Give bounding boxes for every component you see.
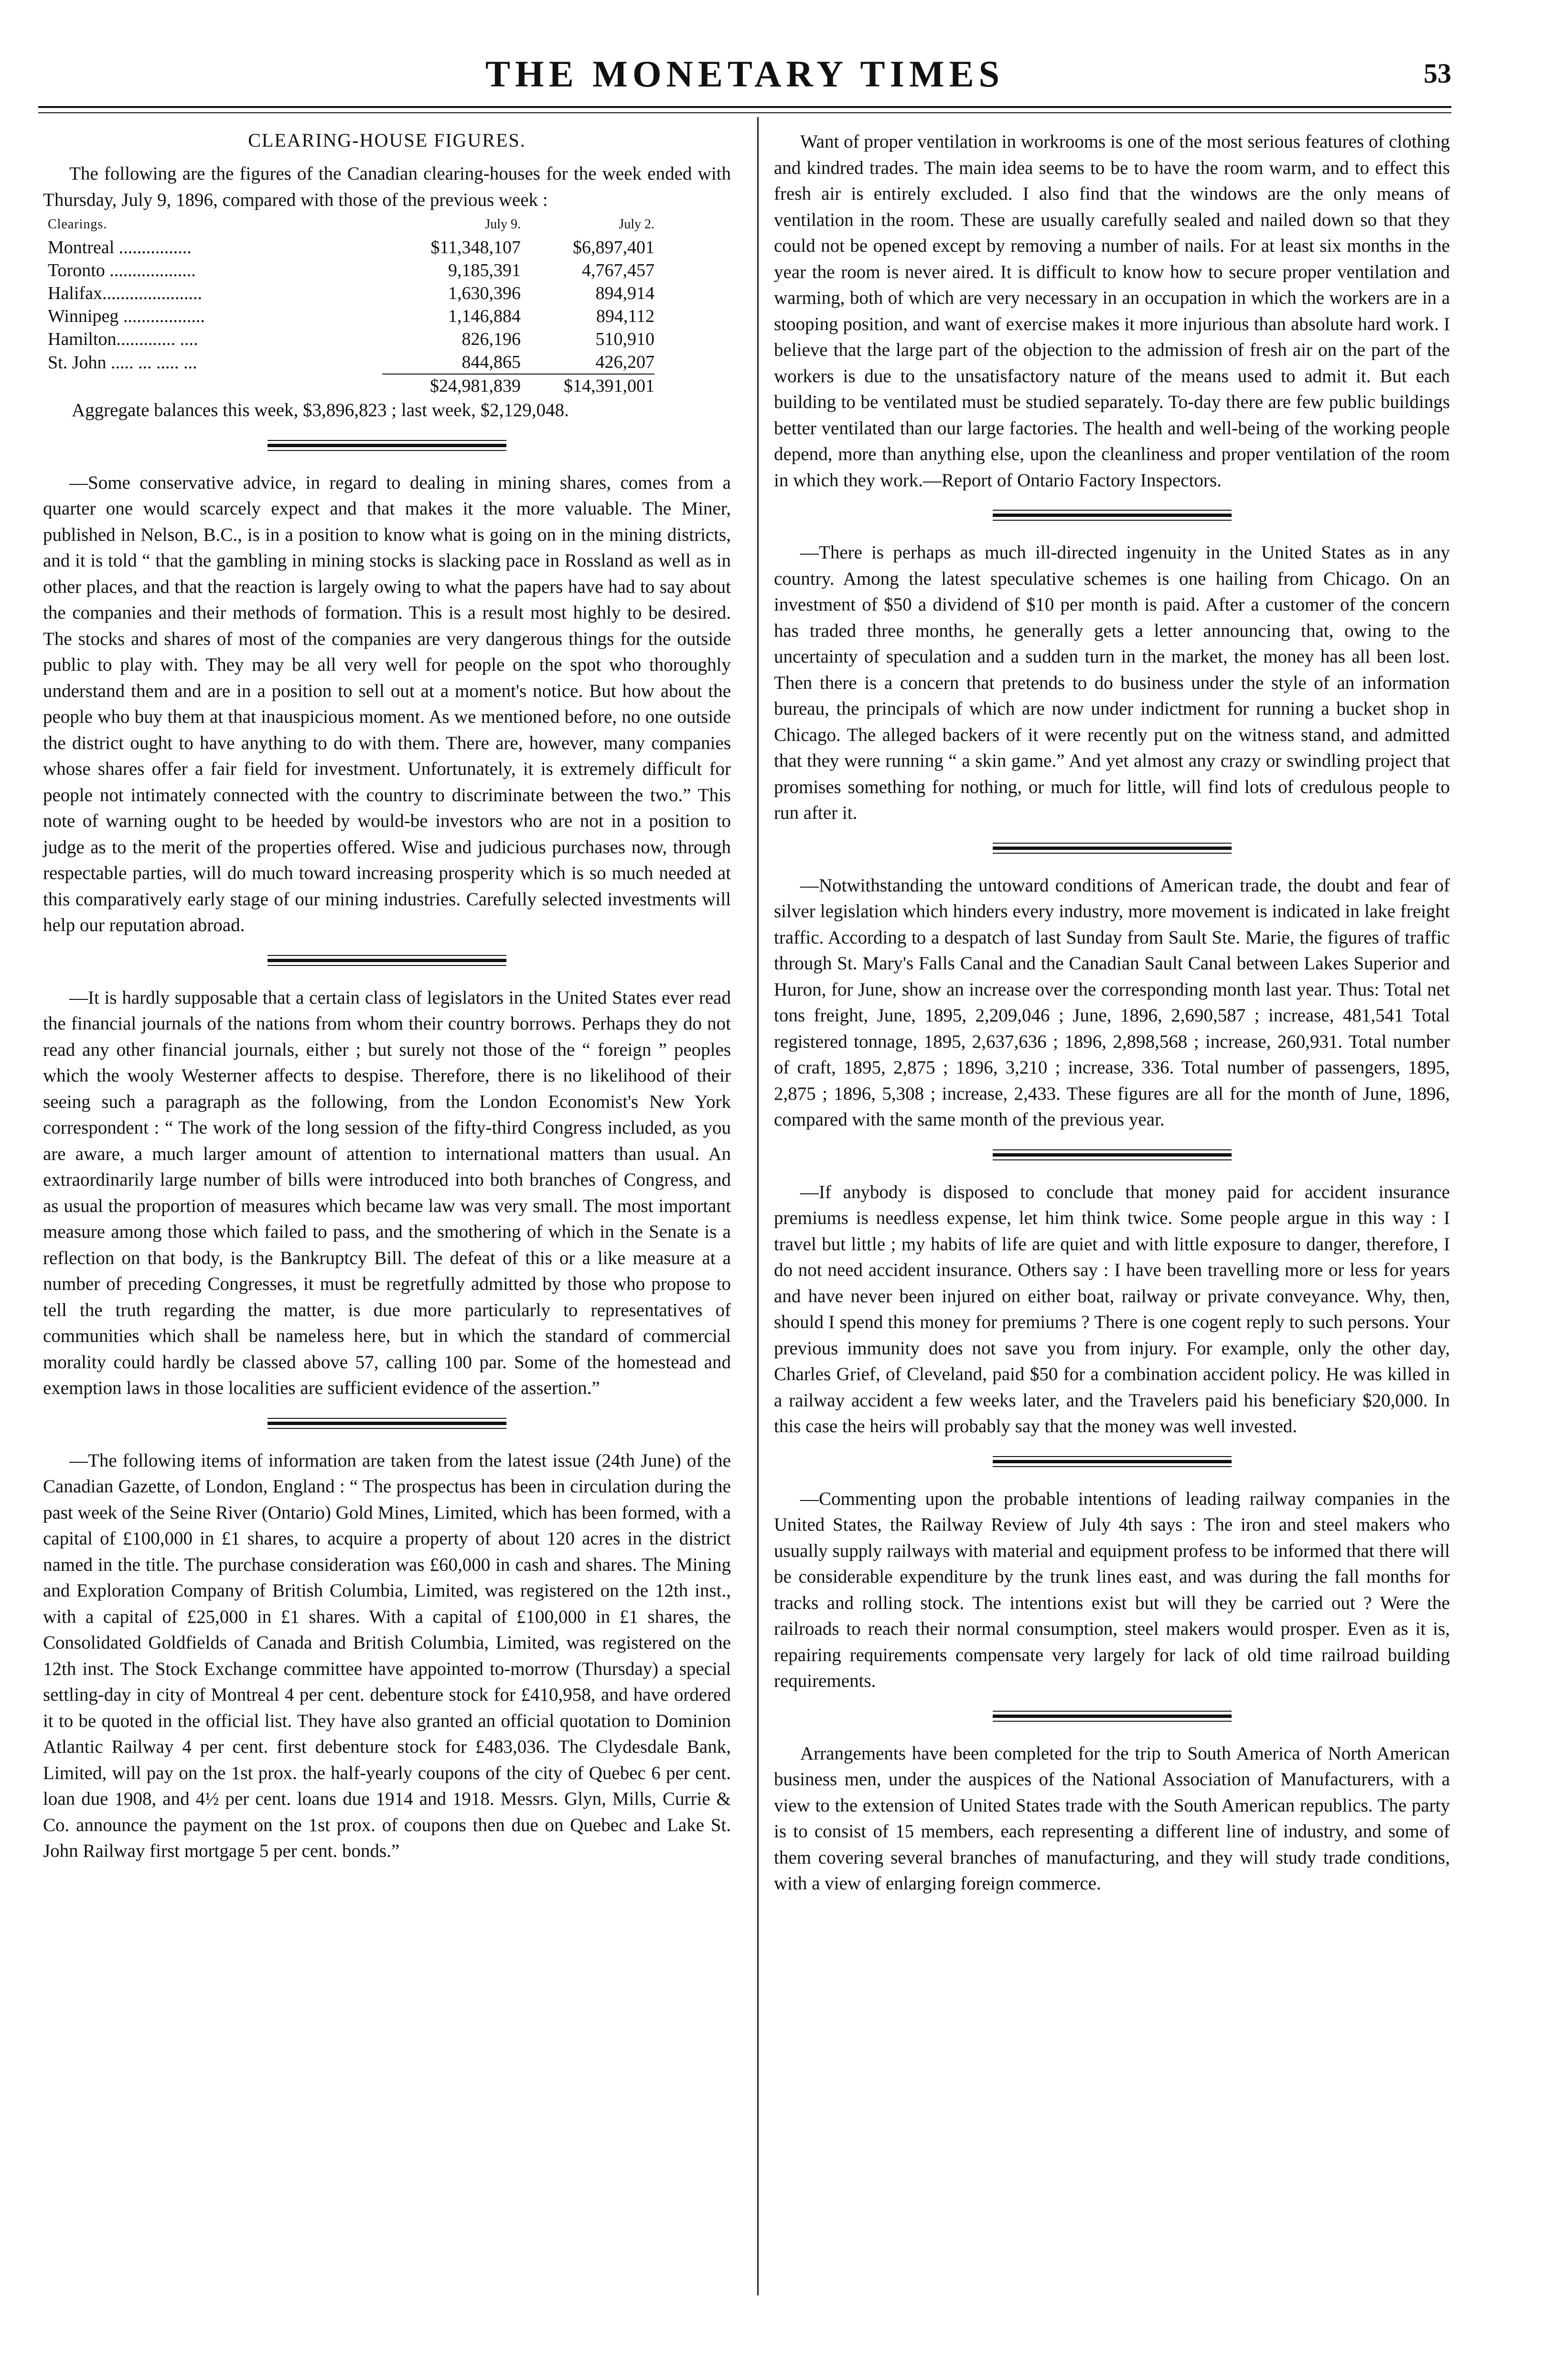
table-row (48, 328, 654, 351)
total-row (48, 374, 654, 397)
article-mining-shares: —Some conservative advice, in regard to dealing in mining shares, comes from a quarter one would scarcely expect and that makes it the more valuable. The Miner, published in Nelson, B.C., is in a position to know what is going on in the mining districts, and it is told “ that the gambling in mining stocks is slacking pace in Rossland as well as in other places, and that the reaction is largely owing to what the papers have had to say about the companies and their methods of formation. This is a result most highly to be desired. The stocks and shares of most of the companies are very dangerous things for the outside public to play with. They may be all very well for people on the spot who thoroughly understand them and are in a position to sell out at a moment's notice. But how about the people who buy them at that inauspicious moment. As we mentioned before, no one outside the district ought to have anything to do with them. There are, however, many companies whose shares offer a fair field for investment. Unfortunately, it is extremely difficult for people not intimately connected with the country to discriminate between the two.” This note of warning ought to be heeded by would-be investors who are not in a position to judge as to the merit of the properties offered. Wise and judicious purchases now, through respectable parties, will do much toward increasing prosperity which is so much needed at this comparatively early stage of our mining industries. Carefully selected investments will help our reputation abroad. (43, 472, 731, 935)
section-separator (268, 1418, 506, 1429)
masthead-title: THE MONETARY TIMES (485, 53, 1004, 95)
july9-value: 826,196 (461, 329, 521, 349)
section-separator (993, 843, 1232, 854)
july2-value: $6,897,401 (573, 237, 654, 257)
section-separator (268, 955, 506, 966)
article-canadian-gazette: —The following items of information are taken from the latest issue (24th June) of the Canadian Gazette, of London, England : “ The prospectus has been in circulation during the past week of the Seine River (Ontario) Gold Mines, Limited, which has been formed, with a capital of £100,000 in £1 shares, to acquire a property of about 120 acres in the district named in the title. The purchase consideration was £60,000 in cash and shares. The Mining and Exploration Company of British Columbia, Limited, was registered on the 12th inst., with a capital of £25,000 in £1 shares. With a capital of £100,000 in £1 shares, the Consolidated Goldfields of Canada and British Columbia, Limited, was registered on the 12th inst. The Stock Exchange committee have appointed to-morrow (Thursday) a special settling-day in city of Montreal 4 per cent. debenture stock for £410,958, and have ordered it to be quoted in the official list. They have also granted an official quotation to Dominion Atlantic Railway 4 per cent. first debenture stock for £483,036. The Clydesdale Bank, Limited, will pay on the 1st prox. the half-yearly coupons of the city of Quebec 6 per cent. loan due 1908, and 4½ per cent. loans due 1914 and 1918. Messrs. Glyn, Mills, Currie & Co. announce the payment on the 1st prox. of coupons then due on Quebec and Lake St. John Railway first mortgage 5 per cent. bonds.” (43, 1450, 731, 1861)
july2-value: 4,767,457 (582, 260, 654, 280)
header-july2: July 2. (619, 217, 654, 232)
section-separator (993, 1711, 1232, 1722)
july9-value: 1,146,884 (448, 306, 521, 326)
page-number: 53 (1424, 58, 1451, 89)
clearing-intro: The following are the figures of the Canadian clearing-houses for the week ended with Thursday, July 9, 1896, compared with those of the previous week : (43, 163, 731, 210)
july2-value: 510,910 (595, 329, 654, 349)
july9-value: 9,185,391 (448, 260, 521, 280)
table-row (48, 351, 654, 374)
header-rule (38, 106, 1451, 108)
total-label-cell (48, 374, 382, 397)
july2-value: 894,914 (595, 283, 654, 303)
right-column (774, 129, 1450, 1897)
july2-value: 894,112 (596, 306, 654, 326)
section-separator (268, 440, 506, 451)
city-name: St. John ..... ... ..... ... (48, 352, 197, 373)
page-header (38, 53, 1451, 100)
section-separator (993, 510, 1232, 521)
header-clearings: Clearings. (48, 217, 107, 232)
july9-value: 1,630,396 (448, 283, 521, 303)
header-july9: July 9. (485, 217, 521, 232)
section-separator (993, 1456, 1232, 1467)
article-accident-insurance: —If anybody is disposed to conclude that money paid for accident insurance premiums is needless expense, let him think twice. Some people argue in this way : I travel but little ; my habits of life are quiet and with little exposure to danger, therefore, I do not need accident insurance. Others say : I have been travelling more or less for years and have never been injured on either boat, railway or private conveyance. Why, then, should I spend this money for premiums ? There is one cogent reply to such persons. Your previous immunity does not save you from injury. For example, only the other day, Charles Grief, of Cleveland, paid $50 for a combination accident policy. He was killed in a railway accident a few weeks later, and the Travelers paid his beneficiary $20,000. In this case the heirs will probably say that the money was well invested. (774, 1181, 1450, 1437)
section-separator (993, 1149, 1232, 1160)
table-row (48, 305, 654, 328)
aggregate-balances: Aggregate balances this week, $3,896,823 ; last week, $2,129,048. (72, 400, 569, 420)
city-name: Hamilton............. .... (48, 329, 198, 349)
july9-value: 844,865 (461, 352, 521, 372)
city-name: Montreal ................ (48, 237, 192, 257)
total-july2: $14,391,001 (521, 374, 654, 397)
article-ventilation: Want of proper ventilation in workrooms is one of the most serious features of clothing and kindred trades. The main idea seems to be to have the room warm, and to effect this fresh air is entirely excluded. I also find that the windows are the only means of ventilation in the room. These are usually carefully sealed and nailed down so that they could not be opened except by removing a number of nails. For at least six months in the year the room is never aired. It is difficult to know how to secure proper ventilation and warming, both of which are very necessary in an occupation in which the workers are in a stooping position, and want of exercise makes it more injurious than absolute hard work. I believe that the large part of the objection to the admission of fresh air on the part of the workers is due to the unsatisfactory nature of the means used to admit it. But each building to be ventilated must be studied separately. To-day there are few public buildings better ventilated than our large factories. The health and well-being of the working people depend, more than anything else, upon the cleanliness and proper ventilation of the room in which they work.—Report of Ontario Factory Inspectors. (774, 131, 1450, 491)
july9-value: $11,348,107 (430, 237, 521, 257)
article-south-america-trip: Arrangements have been completed for the trip to South America of North American business men, under the auspices of the National Association of Manufacturers, with a view to the extension of United States trade with the South American republics. The party is to consist of 15 members, each representing a different line of industry, and some of them covering several branches of manufacturing, and they will study trade conditions, with a view of enlarging foreign commerce. (774, 1743, 1450, 1894)
july2-value: 426,207 (595, 352, 654, 372)
article-lake-freight: —Notwithstanding the untoward conditions of American trade, the doubt and fear of silver legislation which hinders every industry, more movement is indicated in lake freight traffic. According to a despatch of last Sunday from Sault Ste. Marie, the figures of traffic through St. Mary's Falls Canal and the Canadian Sault Canal between Lakes Superior and Huron, for June, show an increase over the corresponding month last year. Thus: Total net tons freight, June, 1895, 2,209,046 ; June, 1896, 2,690,587 ; increase, 481,541 Total registered tonnage, 1895, 2,637,636 ; 1896, 2,898,568 ; increase, 260,931. Total number of craft, 1895, 2,875 ; 1896, 3,210 ; increase, 336. Total number of passengers, 1895, 2,875 ; 1896, 5,308 ; increase, 2,433. These figures are all for the month of June, 1896, compared with the same month of the previous year. (774, 875, 1450, 1130)
clearing-house-title: CLEARING-HOUSE FIGURES. (248, 129, 526, 151)
city-name: Halifax...................... (48, 283, 202, 303)
table-row (48, 259, 654, 282)
article-us-legislators: —It is hardly supposable that a certain class of legislators in the United States ever read the financial journals of the nations from whom their country borrows. Perhaps they do not read any other financial journals, either ; but surely not those of the “ foreign ” peoples which the wooly Westerner affects to despise. Therefore, there is no likelihood of their seeing such a paragraph as the following, from the London Economist's New York correspondent : “ The work of the long session of the fifty-third Congress included, as you are aware, a much larger amount of attention to international matters than usual. An extraordinarily large number of bills were introduced into both branches of Congress, and as usual the proportion of measures which became law was very small. The most important measure among those which failed to pass, and the smothering of which in the Senate is a reflection on that body, is the Bankruptcy Bill. The defeat of this or a like measure at a number of preceding Congresses, it must be regretfully admitted by those who propose to tell the truth regarding the matter, is due more particularly to representatives of communities which shall be nameless here, but in which the standard of commercial morality could hardly be classed above 57, calling 100 par. Some of the homestead and exemption laws in those localities are sufficient evidence of the assertion.” (43, 987, 731, 1398)
article-railway-review: —Commenting upon the probable intentions of leading railway companies in the United States, the Railway Review of July 4th says : The iron and steel makers who usually supply railways with material and equipment profess to be informed that there will be considerable expenditure by the trunk lines east, and was during the fall months for tracks and rolling stock. The intentions exist but will they be carried out ? Were the railroads to reach their normal consumption, steel makers would prosper. Even as it is, repairing requirements compensate very largely for lack of old time railroad building requirements. (774, 1488, 1450, 1691)
clearing-table-header (48, 213, 654, 236)
article-chicago-schemes: —There is perhaps as much ill-directed ingenuity in the United States as in any country. Among the latest speculative schemes is one hailing from Chicago. On an investment of $50 a dividend of $10 per month is paid. After a customer of the concern has traded three months, he generally gets a letter announcing that, owing to the uncertainty of speculation and a sudden turn in the market, the money has all been lost. Then there is a concern that pretends to do business under the style of an information bureau, the principals of which are now under indictment for running a bucket shop in Chicago. The alleged backers of it were recently put on the witness stand, and admitted that they were running “ a skin game.” And yet almost any crazy or swindling project that promises something for nothing, or much for little, will find lots of credulous people to run after it. (774, 542, 1450, 823)
city-name: Toronto ................... (48, 260, 196, 280)
column-divider (757, 117, 759, 2295)
table-row (48, 282, 654, 305)
header-rule-thin (38, 112, 1451, 113)
total-july9: $24,981,839 (382, 374, 521, 397)
table-row (48, 236, 654, 259)
city-name: Winnipeg .................. (48, 306, 205, 326)
left-column (43, 129, 731, 1865)
clearing-table (48, 213, 654, 397)
